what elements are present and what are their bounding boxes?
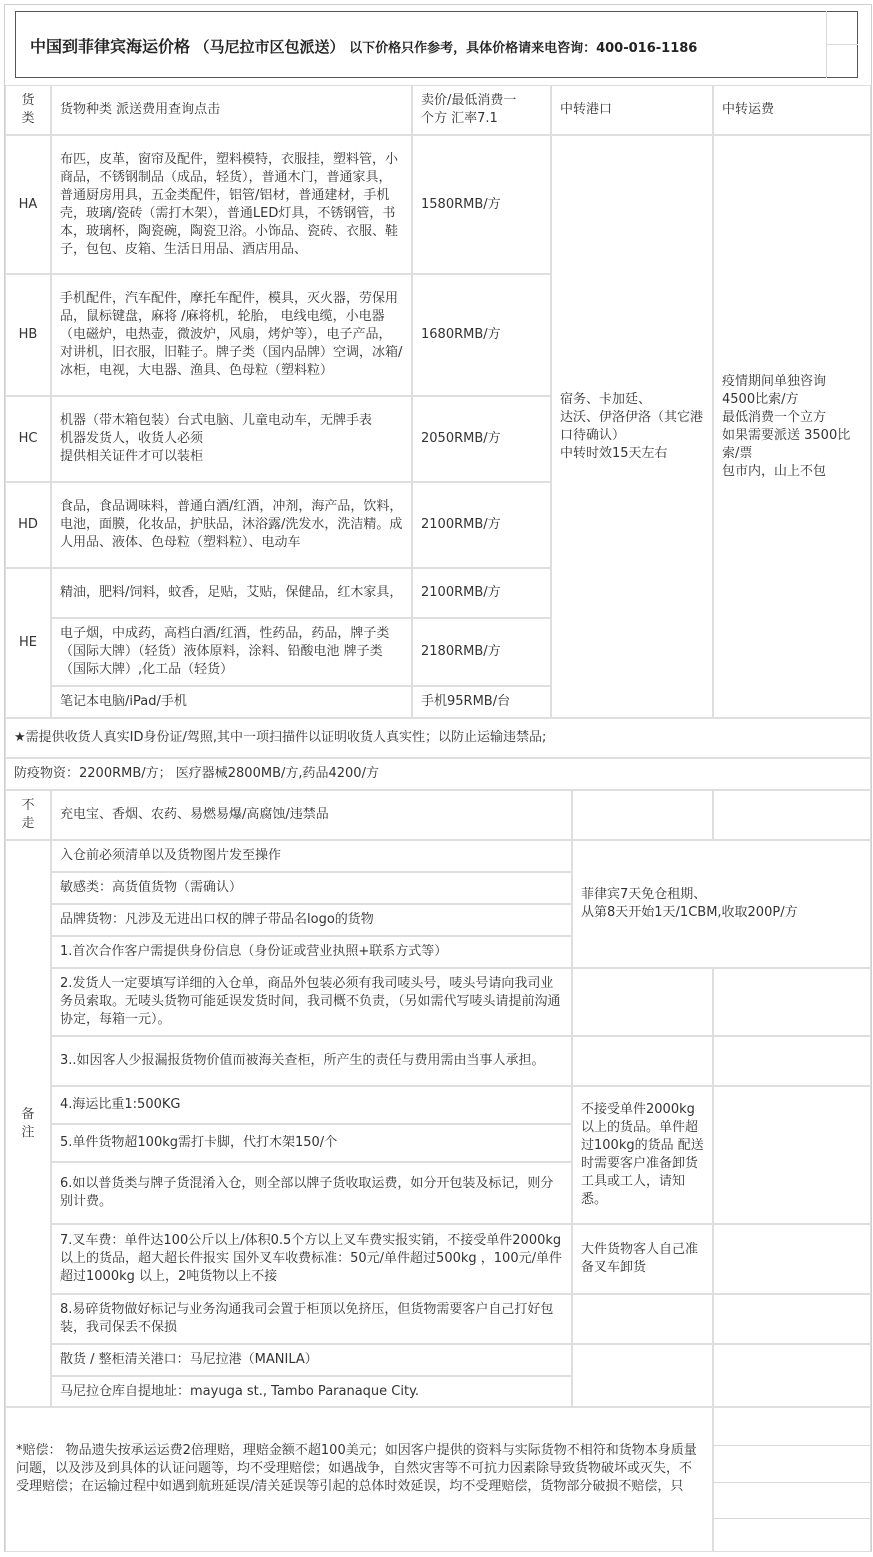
not-accepted-label: 不 走 — [5, 790, 51, 840]
remark-item: 马尼拉仓库自提地址：mayuga st., Tambo Paranaque City. — [51, 1376, 572, 1407]
empty-cell — [572, 1036, 713, 1086]
remark-item: 4.海运比重1:500KG — [51, 1086, 572, 1124]
grid-line — [713, 1482, 871, 1483]
remark-item: 7.叉车费：单件达100公斤以上/体积0.5个方以上叉车费实报实销，不接受单件2000kg以上的货品，超大超长件报实 国外叉车收费标准：50元/单件超过500kg ，100元/单件超过1000kg 以上，2吨货物以上不接 — [51, 1224, 572, 1294]
empty-cell — [572, 1294, 713, 1344]
title-note: 以下价格只作参考，具体价格请来电咨询：400-016-1186 — [349, 41, 698, 56]
goods-he-2: 电子烟，中成药，高档白酒/红酒，性药品，药品，牌子类（国际大牌）（轻货）液体原料，涂料、铅酸电池 牌子类（国际大牌）,化工品（轻货） — [51, 618, 412, 686]
title-main: 中国到菲律宾海运价格 — [30, 37, 191, 56]
category-hb: HB — [5, 274, 51, 396]
remark-item: 8.易碎货物做好标记与业务沟通我司会置于柜顶以免挤压，但货物需要客户自己打好包装，我司保丢不保损 — [51, 1294, 572, 1344]
goods-ha: 布匹，皮革，窗帘及配件，塑料模特，衣服挂，塑料管，小商品，不锈钢制品（成品，轻货），普通木门，普通家具，普通厨房用具，五金类配件，铝管/铝材，普通建材，手机壳，玻璃/瓷砖（需打木架），普通LED灯具，不锈钢管，书本，玻璃杯，陶瓷碗，陶瓷卫浴。小饰品、瓷砖、衣服、鞋子，包包、皮箱、生活日用品、酒店用品、 — [51, 135, 412, 274]
remarks-label: 备 注 — [5, 840, 51, 1407]
empty-cell — [713, 1407, 871, 1552]
not-accepted-items: 充电宝、香烟、农药、易燃易爆/高腐蚀/违禁品 — [51, 790, 572, 840]
empty-cell — [572, 790, 713, 840]
remark-item: 2.发货人一定要填写详细的入仓单，商品外包装必须有我司唛头号，唛头号请向我司业务员索取。无唛头货物可能延误发货时间，我司概不负责，（另如需代写唛头请提前沟通协定，每箱一元）。 — [51, 968, 572, 1036]
header-goods: 货物种类 派送费用查询点击 — [51, 85, 412, 135]
goods-hc: 机器（带木箱包装）台式电脑、儿童电动车，无牌手表 机器发货人，收货人必须 提供相关证件才可以装柜 — [51, 396, 412, 482]
remark-item: 5.单件货物超100kg需打卡脚，代打木架150/个 — [51, 1124, 572, 1162]
price-he-1: 2100RMB/方 — [412, 568, 551, 618]
empty-cell — [713, 1086, 871, 1224]
empty-cell — [713, 1294, 871, 1344]
epidemic-prices: 防疫物资：2200RMB/方； 医疗器械2800MB/方,药品4200/方 — [5, 758, 871, 790]
price-hb: 1680RMB/方 — [412, 274, 551, 396]
category-hc: HC — [5, 396, 51, 482]
category-he: HE — [5, 568, 51, 718]
notice-id: ★需提供收货人真实ID身份证/驾照,其中一项扫描件以证明收货人真实性；以防止运输违禁品; — [5, 718, 871, 758]
category-hd: HD — [5, 482, 51, 568]
compensation-clause: *赔偿： 物品遗失按承运运费2倍理赔，理赔金额不超100美元；如因客户提供的资料与实际货物不相符和货物本身质量问题，以及涉及到具体的认证问题等，均不受理赔偿；如遇战争，自然灾害等不可抗力因素除导致货物破坏或灭失，不受理赔偿；在运输过程中如遇到航班延误/清关延误等引起的总体时效延误，均不受理赔偿，货物部分破损不赔偿，只 — [5, 1407, 713, 1552]
grid-line — [713, 1445, 871, 1446]
transit-fee-cell: 疫情期间单独咨询 4500比索/方 最低消费一个立方 如果需要派送 3500比索/票 包市内，山上不包 — [713, 135, 871, 718]
price-hd: 2100RMB/方 — [412, 482, 551, 568]
title-box — [15, 11, 858, 78]
header-category: 货 类 — [5, 85, 51, 135]
price-hc: 2050RMB/方 — [412, 396, 551, 482]
page-title — [30, 34, 697, 57]
goods-he-1: 精油，肥料/饲料，蚊香，足贴，艾贴，保健品，红木家具， — [51, 568, 412, 618]
remark-item: 6.如以普货类与牌子货混淆入仓，则全部以牌子货收取运费，如分开包装及标记，则分别计费。 — [51, 1162, 572, 1224]
remark-item: 入仓前必须清单以及货物图片发至操作 — [51, 840, 572, 872]
header-transit-fee: 中转运费 — [713, 85, 871, 135]
remark-item: 散货 / 整柜清关港口：马尼拉港（MANILA） — [51, 1344, 572, 1376]
goods-hd: 食品，食品调味料，普通白酒/红酒，冲剂，海产品，饮料，电池，面膜，化妆品，护肤品，沐浴露/洗发水，洗洁精。成人用品、液体、色母粒（塑料粒）、电动车 — [51, 482, 412, 568]
forklift-policy: 大件货物客人自己准备叉车卸货 — [572, 1224, 713, 1294]
goods-hb: 手机配件，汽车配件，摩托车配件，模具，灭火器，劳保用品，鼠标键盘，麻将 /麻将机，轮胎， 电线电缆，小电器（电磁炉，电热壶，微波炉，风扇，烤炉等），电子产品，对讲机，旧衣服，旧鞋子。牌子类（国内品牌）空调，冰箱/冰柜，电视，大电器、渔具、色母粒（塑料粒） — [51, 274, 412, 396]
empty-cell — [713, 790, 871, 840]
remark-item: 敏感类：高货值货物（需确认） — [51, 872, 572, 904]
category-ha: HA — [5, 135, 51, 274]
transit-port-cell: 宿务、卡加廷、 达沃、伊洛伊洛（其它港口待确认） 中转时效15天左右 — [551, 135, 713, 718]
empty-cell — [572, 1344, 713, 1407]
storage-policy: 菲律宾7天免仓租期、 从第8天开始1天/1CBM,收取200P/方 — [572, 840, 871, 968]
empty-cell — [713, 1344, 871, 1407]
empty-cell — [572, 968, 713, 1036]
price-ha: 1580RMB/方 — [412, 135, 551, 274]
price-he-3: 手机95RMB/台 — [412, 686, 551, 718]
header-transit-port: 中转港口 — [551, 85, 713, 135]
empty-cell — [713, 1036, 871, 1086]
price-he-2: 2180RMB/方 — [412, 618, 551, 686]
empty-cell — [713, 968, 871, 1036]
heavy-goods-policy: 不接受单件2000kg以上的货品。单件超过100kg的货品 配送时需要客户准备卸货工具或工人，请知悉。 — [572, 1086, 713, 1224]
grid-line — [713, 1518, 871, 1519]
remark-item: 3..如因客人少报漏报货物价值而被海关查柜，所产生的责任与费用需由当事人承担。 — [51, 1036, 572, 1086]
goods-he-3: 笔记本电脑/iPad/手机 — [51, 686, 412, 718]
title-grid-line — [826, 44, 858, 45]
header-price: 卖价/最低消费一 个方 汇率7.1 — [412, 85, 551, 135]
empty-cell — [713, 1224, 871, 1294]
remark-item: 1.首次合作客户需提供身份信息（身份证或营业执照+联系方式等） — [51, 936, 572, 968]
remark-item: 品牌货物：凡涉及无进出口权的牌子带品名logo的货物 — [51, 904, 572, 936]
title-sub: （马尼拉市区包派送） — [194, 38, 345, 56]
